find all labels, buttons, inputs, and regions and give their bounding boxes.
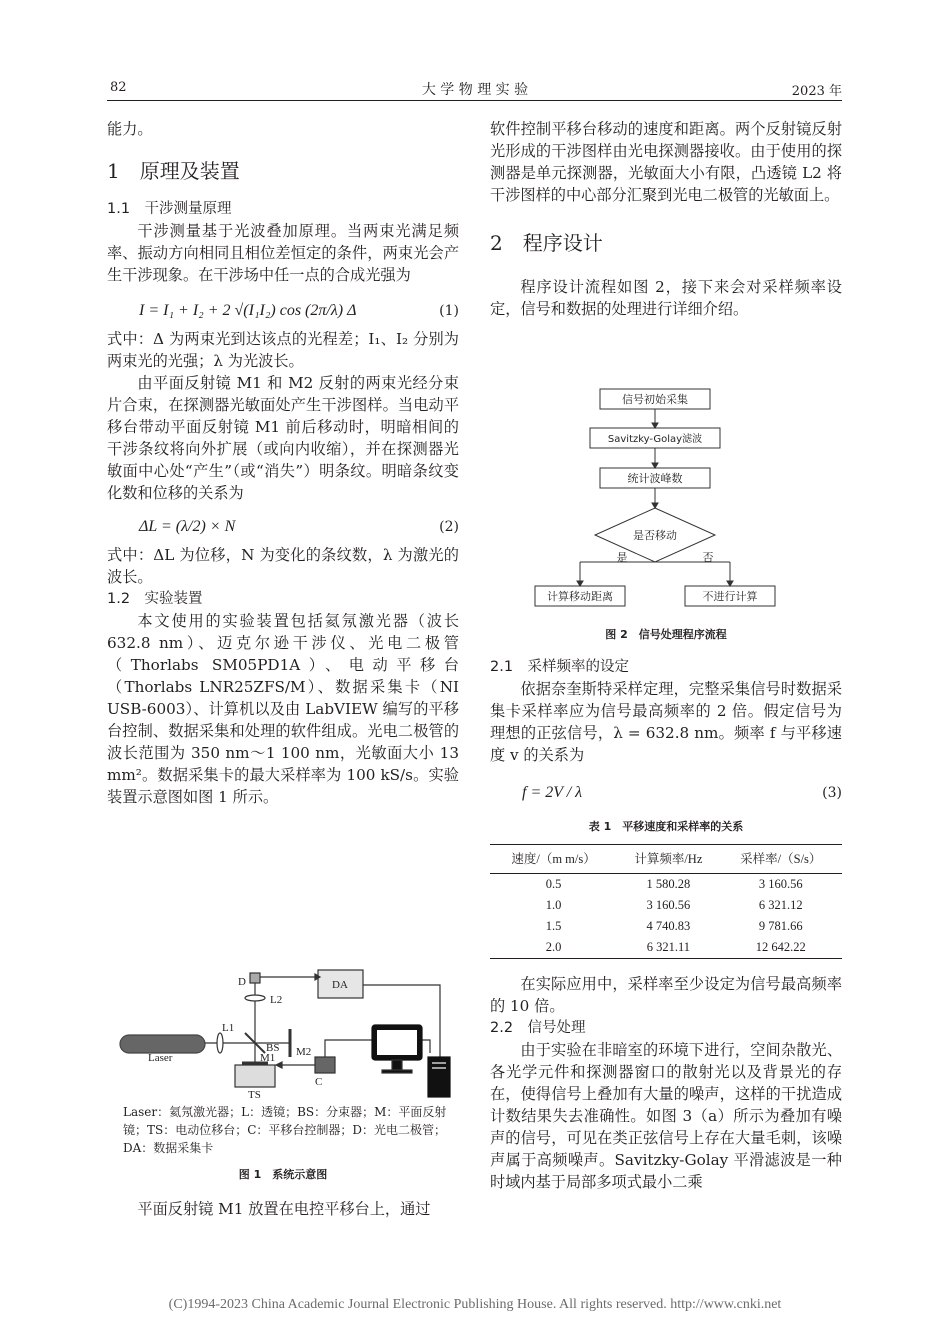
paragraph: 程序设计流程如图 2，接下来会对采样频率设定，信号和数据的处理进行详细介绍。 — [490, 278, 842, 318]
table-cell: 2.0 — [490, 937, 617, 959]
paragraph: 式中：Δ 为两束光到达该点的光程差；I₁、I₂ 分别为两束光的光强；λ 为光波长。 — [107, 330, 459, 370]
left-column — [107, 118, 459, 808]
equation-3 — [490, 774, 842, 810]
figure-2-caption: 图 2 信号处理程序流程 — [605, 628, 727, 641]
table-cell: 9 781.66 — [758, 919, 803, 933]
equation-2-number: (2) — [439, 519, 459, 535]
year: 2023 年 — [791, 84, 842, 99]
label-m1: M1 — [260, 1052, 276, 1064]
table-header: 计算频率/Hz — [617, 845, 720, 874]
no-label: 否 — [702, 551, 714, 564]
label-c: C — [315, 1076, 323, 1088]
table-cell: 0.5 — [545, 877, 562, 891]
equation-1 — [107, 292, 459, 328]
subsection-2-2-heading: 2.2 信号处理 — [490, 1020, 586, 1036]
table-cell: 6 321.11 — [617, 937, 720, 959]
table-cell: 12 642.22 — [720, 937, 842, 959]
paragraph: 在实际应用中，采样率至少设定为信号最高频率的 10 倍。 — [490, 975, 842, 1015]
paragraph: 干涉测量基于光波叠加原理。当两束光满足频率、振动方向相同且相位差恒定的条件，两束光会产生干涉现象。在干涉场中任一点的合成光强为 — [107, 222, 459, 284]
paragraph: 依据奈奎斯特采样定理，完整采集信号时数据采集卡采样率应为信号最高频率的 2 倍。假定信号为理想的正弦信号，λ = 632.8 nm。频率 f 与平移速度 v 的关系为 — [490, 680, 842, 764]
table-row — [490, 895, 842, 916]
paragraph: 本文使用的实验装置包括氦氖激光器（波长 632.8 nm）、迈克尔逊干涉仪、光电二极管（Thorlabs SM05PD1A）、电动平移台（Thorlabs LNR25ZFS/M）、数据采集卡（NI USB-6003）、计算机以及由 LabVIEW 编写的平移台控制、数据采集和处理的软件组成。光电二极管的波长范围为 350 nm～1 100 nm，光敏面大小 13 mm²。数据采集卡的最大采样率为 100 kS/s。实验装置示意图如图 1 所示。 — [107, 612, 459, 806]
label-l2: L2 — [270, 994, 283, 1006]
table-row — [490, 916, 842, 937]
table-cell: 3 160.56 — [758, 877, 803, 891]
node-no-compute-label: 不进行计算 — [702, 590, 758, 603]
translation-stage — [235, 1065, 275, 1087]
right-column — [490, 118, 842, 320]
label-laser: Laser — [148, 1052, 173, 1064]
node-decision-label: 是否移动 — [633, 529, 677, 542]
table-1 — [490, 844, 842, 959]
lens-l2 — [245, 995, 265, 1001]
node-sg-filter-label: Savitzky-Golay滤波 — [607, 434, 703, 445]
table-cell: 1 580.28 — [646, 877, 691, 891]
equation-3-number: (3) — [822, 785, 842, 801]
table-header: 速度/（m m/s） — [490, 845, 617, 874]
paragraph: 由平面反射镜 M1 和 M2 反射的两束光经分束片合束，在探测器光敏面处产生干涉图样。当电动平移台带动平面反射镜 M1 前后移动时，明暗相间的干涉条纹将向外扩展（或向内收缩），并在探测器光敏面中心处“产生”（或“消失”）明条纹。明暗条纹变化数和位移的关系为 — [107, 374, 459, 502]
figure-1-caption: 图 1 系统示意图 — [238, 1168, 328, 1181]
figure-1-note: Laser：氦氖激光器；L：透镜；BS：分束器；M：平面反射镜；TS：电动位移台；C：平移台控制器；D：光电二极管；DA：数据采集卡 — [123, 1105, 447, 1155]
node-compute-distance-label: 计算移动距离 — [547, 590, 613, 603]
right-column-lower — [490, 656, 842, 1193]
laser-tube — [120, 1035, 205, 1053]
table-header: 采样率/（S/s） — [720, 845, 842, 874]
equation-2-body: ΔL = (λ/2) × N — [139, 518, 236, 535]
table-row — [490, 874, 842, 896]
photodiode-d — [250, 973, 260, 983]
label-bs: BS — [266, 1042, 280, 1054]
table-row — [490, 937, 842, 959]
journal-title: 大 学 物 理 实 验 — [421, 82, 529, 98]
equation-2 — [107, 508, 459, 544]
label-m2: M2 — [296, 1046, 312, 1058]
stage-controller — [315, 1057, 335, 1073]
yes-label: 是 — [616, 551, 628, 564]
figure-2-flowchart — [530, 385, 810, 615]
table-cell: 3 160.56 — [646, 898, 691, 912]
table-1-caption: 表 1 平移速度和采样率的关系 — [588, 820, 744, 833]
table-cell: 1.0 — [545, 898, 562, 912]
node-initial-acquire-label: 信号初始采集 — [622, 393, 688, 406]
page-number: 82 — [110, 80, 127, 95]
table-cell: 6 321.12 — [758, 898, 803, 912]
table-cell: 4 740.83 — [646, 919, 691, 933]
header-rule — [107, 100, 842, 101]
equation-1-body: I = I₁ + I₂ + 2 √(I₁I₂) cos (2π/λ) Δ — [139, 302, 357, 319]
paragraph: 平面反射镜 M1 放置在电控平移台上，通过 — [137, 1200, 431, 1218]
paragraph: 由于实验在非暗室的环境下进行，空间杂散光、各光学元件和探测器窗口的散射光以及背景光的存在，使得信号上叠加有大量的噪声，这样的干扰造成计数结果失去准确性。如图 3（a）所示为叠加有噪声的信号，可见在类正弦信号上存在大量毛刺，该噪声属于高频噪声。Savitzky-Golay 平滑滤波是一种时域内基于局部多项式最小二乘 — [490, 1041, 842, 1191]
node-count-peaks-label: 统计波峰数 — [627, 472, 683, 485]
label-ts: TS — [248, 1089, 261, 1100]
equation-1-number: (1) — [439, 303, 459, 319]
subsection-1-2-heading: 1.2 实验装置 — [107, 591, 203, 607]
label-l1: L1 — [222, 1022, 235, 1034]
paragraph: 式中：ΔL 为位移，N 为变化的条纹数，λ 为激光的波长。 — [107, 546, 459, 586]
subsection-2-1-heading: 2.1 采样频率的设定 — [490, 659, 630, 675]
paragraph: 软件控制平移台移动的速度和距离。两个反射镜反射光形成的干涉图样由光电探测器接收。由于使用的探测器是单元探测器，光敏面大小有限，凸透镜 L2 将干涉图样的中心部分汇聚到光电二极管的光敏面上。 — [490, 120, 842, 204]
equation-3-body: f = 2V / λ — [522, 784, 583, 801]
section-1-heading: 1 原理及装置 — [107, 159, 240, 183]
intro-end: 能力。 — [107, 120, 153, 138]
label-da: DA — [332, 979, 348, 991]
lens-l1 — [217, 1033, 223, 1053]
figure-1-schematic — [110, 965, 460, 1100]
section-2-heading: 2 程序设计 — [490, 231, 603, 255]
subsection-1-1-heading: 1.1 干涉测量原理 — [107, 201, 232, 217]
table-cell: 1.5 — [545, 919, 562, 933]
copyright-footer: (C)1994-2023 China Academic Journal Electronic Publishing House. All rights reserved. http://www.cnki.net — [168, 1297, 782, 1312]
label-d: D — [238, 976, 246, 988]
